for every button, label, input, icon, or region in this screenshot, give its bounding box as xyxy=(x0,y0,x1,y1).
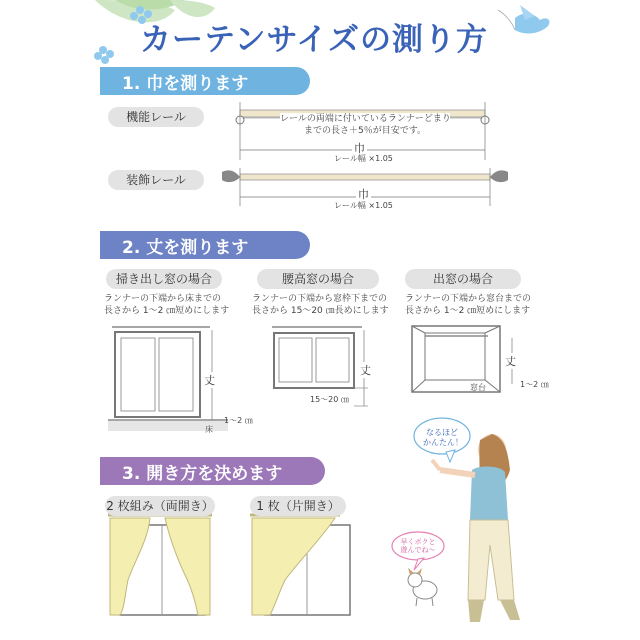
case-label-bay: 出窓の場合 xyxy=(405,269,521,289)
width-formula: レール幅 ×1.05 xyxy=(334,154,393,163)
sill-label: 窓台 xyxy=(470,383,486,392)
section-heading-opening: 3. 開き方を決めます xyxy=(100,457,325,485)
case-desc-floor xyxy=(104,293,229,317)
woman-bubble-line1: なるほど xyxy=(426,428,458,437)
section-heading-width: 1. 巾を測ります xyxy=(100,67,310,95)
gap-label-waist: 15〜20 ㎝ xyxy=(310,395,349,404)
window-bay xyxy=(412,326,512,392)
case-desc-waist-line1: ランナーの下端から窓枠下までの xyxy=(252,294,388,304)
dog-bubble-line1: 早くボクと xyxy=(400,538,436,546)
curtain-single-opening xyxy=(250,515,350,615)
gap-label-bay: 1〜2 ㎝ xyxy=(520,380,549,389)
option-double: 2 枚組み（両開き） xyxy=(105,496,215,516)
case-desc-floor-line1: ランナーの下端から床までの xyxy=(104,294,222,304)
gap-label-floor: 1〜2 ㎝ xyxy=(224,416,253,425)
width-label: 巾 xyxy=(354,142,365,155)
case-desc-bay xyxy=(405,293,531,317)
width-note-line1: レールの両端に付いているランナーどまり xyxy=(280,114,451,124)
floor-label: 床 xyxy=(205,425,213,434)
case-desc-bay-line1: ランナーの下端から窓台までの xyxy=(405,294,532,304)
width-label-decorative: 巾 xyxy=(358,188,369,201)
dog-bubble-text xyxy=(398,538,438,554)
curtain-double-opening xyxy=(108,515,212,615)
length-label-waist: 丈 xyxy=(360,364,371,377)
case-desc-bay-line2: 長さから 1〜2 ㎝短めにします xyxy=(405,306,531,316)
woman-illustration xyxy=(432,434,520,622)
case-label-floor: 掃き出し窓の場合 xyxy=(106,269,222,289)
woman-bubble-line2: かんたん！ xyxy=(423,438,463,447)
section-heading-length: 2. 丈を測ります xyxy=(100,231,310,259)
width-formula-decorative: レール幅 ×1.05 xyxy=(334,201,393,210)
rail-label-functional: 機能レール xyxy=(108,107,204,127)
page-title: カーテンサイズの測り方 xyxy=(140,22,488,58)
case-desc-waist xyxy=(252,293,389,317)
width-note-line2: までの長さ＋5％が目安です。 xyxy=(303,126,426,136)
length-label-bay: 丈 xyxy=(505,355,516,368)
length-label-floor: 丈 xyxy=(204,374,215,387)
rail-label-decorative: 装飾レール xyxy=(108,170,204,190)
option-single: 1 枚（片開き） xyxy=(250,496,346,516)
case-label-waist: 腰高窓の場合 xyxy=(257,269,379,289)
woman-bubble-text xyxy=(423,428,461,448)
dog-illustration xyxy=(408,568,437,606)
case-desc-floor-line2: 長さから 1〜2 ㎝短めにします xyxy=(104,306,230,316)
width-note xyxy=(280,113,450,137)
bird-icon xyxy=(498,5,549,33)
case-desc-waist-line2: 長さから 15〜20 ㎝長めにします xyxy=(252,306,389,316)
dog-bubble-line2: 遊んでね～ xyxy=(400,546,436,554)
